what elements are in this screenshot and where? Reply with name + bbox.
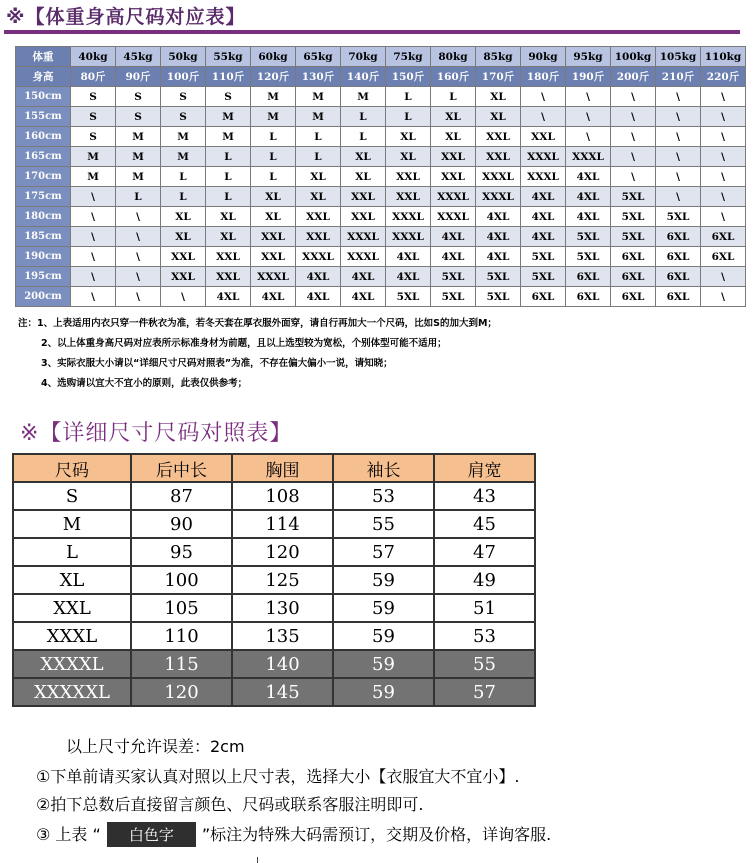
detail-chest-cell: 114: [232, 510, 333, 538]
size-cell: 5XL: [386, 287, 431, 307]
size-cell: XXXL: [431, 207, 476, 227]
size-cell: L: [251, 167, 296, 187]
detail-size-cell: XXL: [13, 594, 131, 622]
detail-sleeve-cell: 53: [333, 482, 434, 510]
size-cell: \: [701, 127, 746, 147]
size-cell: 4XL: [386, 267, 431, 287]
size-cell: XXL: [251, 227, 296, 247]
detail-row: [13, 510, 535, 538]
detail-row: [13, 482, 535, 510]
instruction-3: [36, 822, 551, 847]
weight-jin-cell: 150斤: [386, 67, 431, 87]
size-cell: XXXL: [476, 187, 521, 207]
weight-jin-cell: 190斤: [566, 67, 611, 87]
size-cell: \: [116, 207, 161, 227]
weight-jin-cell: 180斤: [521, 67, 566, 87]
instruction-2: ②拍下总数后直接留言颜色、尺码或联系客服注明即可.: [36, 795, 424, 814]
size-cell: \: [701, 167, 746, 187]
size-cell: \: [701, 87, 746, 107]
weight-jin-cell: 110斤: [206, 67, 251, 87]
size-cell: \: [611, 107, 656, 127]
detail-chest-cell: 130: [232, 594, 333, 622]
size-cell: 4XL: [521, 187, 566, 207]
size-cell: \: [611, 127, 656, 147]
weight-jin-cell: 90斤: [116, 67, 161, 87]
size-cell: XXXL: [521, 167, 566, 187]
size-cell: 4XL: [566, 167, 611, 187]
size-cell: 5XL: [566, 247, 611, 267]
size-row: [16, 207, 746, 227]
detail-row: [13, 678, 535, 706]
size-cell: S: [206, 87, 251, 107]
size-cell: \: [71, 207, 116, 227]
size-cell: \: [566, 87, 611, 107]
detail-shoulder-cell: 53: [434, 622, 535, 650]
size-cell: XL: [161, 227, 206, 247]
size-cell: XXXL: [296, 247, 341, 267]
size-cell: 5XL: [566, 227, 611, 247]
divider-tick: [257, 857, 258, 863]
note-2: 2、以上体重身高尺码对应表所示标准身材为前题，且以上选型较为宽松，个别体型可能不适用；: [41, 338, 447, 349]
size-cell: \: [701, 267, 746, 287]
size-cell: 4XL: [431, 227, 476, 247]
note-1: 注：1、上表适用内衣只穿一件秋衣为准，若冬天套在厚衣服外面穿，请自行再加大一个尺码，比如S的加大到M；: [18, 318, 497, 329]
size-cell: XXXL: [521, 147, 566, 167]
detail-row: [13, 622, 535, 650]
size-cell: XXL: [431, 147, 476, 167]
weight-kg-cell: 45kg: [116, 47, 161, 67]
size-cell: 5XL: [476, 267, 521, 287]
detail-header-cell: 尺码: [13, 454, 131, 482]
detail-sleeve-cell: 59: [333, 678, 434, 706]
detail-length-cell: 120: [131, 678, 232, 706]
size-cell: XL: [251, 187, 296, 207]
size-cell: XL: [386, 147, 431, 167]
size-row: [16, 127, 746, 147]
height-cell: 190cm: [16, 247, 71, 267]
size-cell: 5XL: [431, 287, 476, 307]
size-cell: XL: [206, 207, 251, 227]
notes-block: [18, 314, 497, 394]
size-cell: XXL: [431, 167, 476, 187]
size-cell: 5XL: [656, 207, 701, 227]
height-label: 身高: [16, 67, 71, 87]
detail-shoulder-cell: 45: [434, 510, 535, 538]
size-cell: L: [296, 147, 341, 167]
weight-kg-cell: 60kg: [251, 47, 296, 67]
size-row: [16, 87, 746, 107]
size-cell: XXL: [161, 247, 206, 267]
size-chart-title: ※【体重身高尺码对应表】: [6, 6, 246, 28]
weight-jin-cell: 130斤: [296, 67, 341, 87]
weight-jin-cell: 220斤: [701, 67, 746, 87]
size-cell: S: [116, 87, 161, 107]
detail-chest-cell: 125: [232, 566, 333, 594]
weight-kg-cell: 90kg: [521, 47, 566, 67]
detail-shoulder-cell: 51: [434, 594, 535, 622]
size-cell: 4XL: [521, 227, 566, 247]
detail-chest-cell: 140: [232, 650, 333, 678]
size-cell: \: [656, 187, 701, 207]
size-cell: M: [116, 127, 161, 147]
size-cell: XXL: [341, 207, 386, 227]
size-cell: M: [161, 127, 206, 147]
size-cell: XXXL: [386, 207, 431, 227]
size-cell: 6XL: [656, 227, 701, 247]
size-cell: S: [116, 107, 161, 127]
detail-sleeve-cell: 57: [333, 538, 434, 566]
weight-kg-cell: 75kg: [386, 47, 431, 67]
size-cell: \: [656, 127, 701, 147]
weight-kg-cell: 95kg: [566, 47, 611, 67]
size-cell: M: [206, 107, 251, 127]
note-3: 3、实际衣服大小请以“详细尺寸尺码对照表”为准，不存在偏大偏小一说，请知晓；: [41, 358, 393, 369]
size-cell: \: [521, 107, 566, 127]
size-cell: \: [611, 147, 656, 167]
size-cell: 6XL: [701, 227, 746, 247]
size-cell: 4XL: [341, 287, 386, 307]
detail-header-cell: 肩宽: [434, 454, 535, 482]
instruction-3-suffix: ”标注为特殊大码需预订，交期及价格，详询客服.: [201, 825, 552, 844]
size-cell: XXXL: [386, 227, 431, 247]
size-cell: L: [386, 87, 431, 107]
instruction-3-prefix: ③ 上表 “: [36, 825, 101, 844]
size-cell: \: [566, 127, 611, 147]
weight-kg-cell: 85kg: [476, 47, 521, 67]
size-cell: M: [116, 167, 161, 187]
weight-jin-cell: 80斤: [71, 67, 116, 87]
detail-shoulder-cell: 47: [434, 538, 535, 566]
detail-chest-cell: 145: [232, 678, 333, 706]
size-cell: XXXL: [341, 247, 386, 267]
size-cell: L: [161, 187, 206, 207]
size-cell: M: [251, 107, 296, 127]
size-cell: 4XL: [521, 207, 566, 227]
size-cell: XXL: [206, 267, 251, 287]
size-cell: \: [611, 167, 656, 187]
size-cell: 4XL: [566, 187, 611, 207]
size-cell: XL: [161, 207, 206, 227]
size-cell: \: [71, 267, 116, 287]
size-cell: 4XL: [476, 207, 521, 227]
weight-jin-cell: 140斤: [341, 67, 386, 87]
detail-chest-cell: 120: [232, 538, 333, 566]
size-row: [16, 167, 746, 187]
size-cell: XL: [296, 187, 341, 207]
height-cell: 165cm: [16, 147, 71, 167]
detail-header-cell: 袖长: [333, 454, 434, 482]
size-cell: XL: [341, 147, 386, 167]
size-row: [16, 247, 746, 267]
size-cell: 5XL: [611, 207, 656, 227]
size-cell: XXL: [296, 207, 341, 227]
detail-sleeve-cell: 59: [333, 622, 434, 650]
size-cell: \: [116, 267, 161, 287]
size-cell: S: [71, 127, 116, 147]
size-cell: S: [161, 107, 206, 127]
detail-header-cell: 后中长: [131, 454, 232, 482]
detail-shoulder-cell: 55: [434, 650, 535, 678]
title-divider: [4, 30, 740, 34]
weight-jin-cell: 210斤: [656, 67, 701, 87]
size-cell: \: [701, 107, 746, 127]
size-cell: \: [71, 287, 116, 307]
size-cell: M: [116, 147, 161, 167]
detail-sleeve-cell: 55: [333, 510, 434, 538]
detail-length-cell: 110: [131, 622, 232, 650]
detail-size-table: [12, 453, 536, 707]
size-cell: XL: [431, 127, 476, 147]
weight-kg-cell: 55kg: [206, 47, 251, 67]
size-cell: XXL: [476, 127, 521, 147]
size-cell: \: [701, 207, 746, 227]
detail-size-cell: M: [13, 510, 131, 538]
size-cell: XXL: [386, 167, 431, 187]
height-cell: 155cm: [16, 107, 71, 127]
size-cell: 6XL: [656, 247, 701, 267]
size-cell: \: [656, 87, 701, 107]
size-cell: 5XL: [431, 267, 476, 287]
size-cell: L: [206, 147, 251, 167]
weight-kg-row: [16, 47, 746, 67]
detail-length-cell: 105: [131, 594, 232, 622]
size-cell: XXL: [161, 267, 206, 287]
tolerance-note: 以上尺寸允许误差：2cm: [66, 737, 245, 756]
size-cell: S: [161, 87, 206, 107]
size-cell: XXXL: [431, 187, 476, 207]
size-cell: S: [71, 107, 116, 127]
size-cell: 6XL: [611, 247, 656, 267]
size-cell: M: [206, 127, 251, 147]
size-cell: L: [386, 107, 431, 127]
weight-kg-cell: 105kg: [656, 47, 701, 67]
size-cell: L: [341, 127, 386, 147]
size-cell: \: [71, 247, 116, 267]
size-cell: 4XL: [386, 247, 431, 267]
size-cell: M: [71, 147, 116, 167]
detail-length-cell: 95: [131, 538, 232, 566]
size-cell: S: [71, 87, 116, 107]
size-cell: \: [161, 287, 206, 307]
size-cell: 5XL: [611, 187, 656, 207]
size-cell: 4XL: [296, 287, 341, 307]
detail-length-cell: 90: [131, 510, 232, 538]
detail-row: [13, 538, 535, 566]
size-cell: 4XL: [476, 227, 521, 247]
size-cell: XXL: [341, 187, 386, 207]
detail-sleeve-cell: 59: [333, 650, 434, 678]
size-cell: \: [701, 147, 746, 167]
size-cell: 5XL: [476, 287, 521, 307]
weight-label: 体重: [16, 47, 71, 67]
size-cell: 5XL: [521, 247, 566, 267]
size-cell: M: [251, 87, 296, 107]
size-cell: 5XL: [611, 227, 656, 247]
height-cell: 175cm: [16, 187, 71, 207]
size-cell: \: [521, 87, 566, 107]
size-cell: L: [251, 127, 296, 147]
size-cell: M: [161, 147, 206, 167]
instruction-1: ①下单前请买家认真对照以上尺寸表，选择大小【衣服宜大不宜小】.: [36, 767, 520, 786]
size-row: [16, 147, 746, 167]
height-cell: 195cm: [16, 267, 71, 287]
height-cell: 180cm: [16, 207, 71, 227]
detail-size-cell: L: [13, 538, 131, 566]
detail-size-cell: XXXXL: [13, 650, 131, 678]
size-cell: L: [206, 167, 251, 187]
detail-chest-cell: 135: [232, 622, 333, 650]
size-cell: L: [431, 87, 476, 107]
size-cell: M: [71, 167, 116, 187]
size-cell: 6XL: [656, 267, 701, 287]
height-cell: 200cm: [16, 287, 71, 307]
detail-chest-cell: 108: [232, 482, 333, 510]
size-cell: 4XL: [251, 287, 296, 307]
height-cell: 160cm: [16, 127, 71, 147]
size-cell: \: [701, 287, 746, 307]
size-cell: \: [656, 147, 701, 167]
size-cell: 6XL: [521, 287, 566, 307]
size-cell: 4XL: [566, 207, 611, 227]
weight-kg-cell: 65kg: [296, 47, 341, 67]
size-row: [16, 227, 746, 247]
size-cell: XL: [206, 227, 251, 247]
size-cell: \: [656, 107, 701, 127]
weight-jin-cell: 100斤: [161, 67, 206, 87]
size-cell: L: [341, 107, 386, 127]
size-cell: XL: [296, 167, 341, 187]
detail-sleeve-cell: 59: [333, 566, 434, 594]
weight-jin-cell: 120斤: [251, 67, 296, 87]
detail-shoulder-cell: 43: [434, 482, 535, 510]
weight-kg-cell: 50kg: [161, 47, 206, 67]
size-cell: 6XL: [566, 287, 611, 307]
size-cell: L: [296, 127, 341, 147]
size-row: [16, 107, 746, 127]
note-4: 4、选购请以宜大不宜小的原则，此表仅供参考；: [41, 378, 248, 389]
size-cell: \: [71, 227, 116, 247]
weight-jin-cell: 170斤: [476, 67, 521, 87]
size-cell: \: [116, 247, 161, 267]
size-cell: M: [341, 87, 386, 107]
size-cell: L: [161, 167, 206, 187]
size-cell: XXL: [251, 247, 296, 267]
detail-row: [13, 650, 535, 678]
weight-jin-cell: 200斤: [611, 67, 656, 87]
size-cell: 4XL: [431, 247, 476, 267]
size-cell: L: [251, 147, 296, 167]
size-cell: M: [296, 87, 341, 107]
size-cell: 4XL: [476, 247, 521, 267]
size-cell: XL: [476, 87, 521, 107]
weight-kg-cell: 40kg: [71, 47, 116, 67]
size-cell: XXXL: [251, 267, 296, 287]
white-text-chip: 白色字: [107, 822, 196, 847]
detail-row: [13, 594, 535, 622]
height-cell: 150cm: [16, 87, 71, 107]
detail-header-cell: 胸围: [232, 454, 333, 482]
size-cell: XXXL: [566, 147, 611, 167]
size-cell: XL: [341, 167, 386, 187]
size-row: [16, 287, 746, 307]
size-cell: XL: [431, 107, 476, 127]
size-cell: 6XL: [611, 267, 656, 287]
size-cell: XL: [476, 107, 521, 127]
detail-chart-title: ※【详细尺寸尺码对照表】: [20, 421, 293, 446]
size-row: [16, 267, 746, 287]
size-cell: 4XL: [341, 267, 386, 287]
size-cell: 4XL: [206, 287, 251, 307]
detail-size-cell: XL: [13, 566, 131, 594]
size-cell: XXL: [386, 187, 431, 207]
detail-size-cell: XXXXXL: [13, 678, 131, 706]
size-cell: 5XL: [521, 267, 566, 287]
weight-kg-cell: 110kg: [701, 47, 746, 67]
detail-shoulder-cell: 57: [434, 678, 535, 706]
size-cell: XXL: [296, 227, 341, 247]
size-cell: L: [206, 187, 251, 207]
weight-jin-row: [16, 67, 746, 87]
detail-size-cell: S: [13, 482, 131, 510]
size-cell: M: [296, 107, 341, 127]
detail-length-cell: 115: [131, 650, 232, 678]
height-cell: 170cm: [16, 167, 71, 187]
size-cell: \: [116, 287, 161, 307]
size-cell: 4XL: [296, 267, 341, 287]
weight-kg-cell: 70kg: [341, 47, 386, 67]
size-cell: \: [566, 107, 611, 127]
size-cell: \: [611, 87, 656, 107]
size-cell: 6XL: [701, 247, 746, 267]
size-cell: XXXL: [476, 167, 521, 187]
detail-length-cell: 87: [131, 482, 232, 510]
height-cell: 185cm: [16, 227, 71, 247]
size-cell: XXXL: [341, 227, 386, 247]
size-cell: \: [656, 167, 701, 187]
size-row: [16, 187, 746, 207]
size-cell: \: [701, 187, 746, 207]
size-cell: 6XL: [656, 287, 701, 307]
size-cell: XXL: [521, 127, 566, 147]
size-cell: XL: [251, 207, 296, 227]
size-cell: \: [116, 227, 161, 247]
size-cell: XXL: [206, 247, 251, 267]
size-cell: 6XL: [566, 267, 611, 287]
weight-kg-cell: 100kg: [611, 47, 656, 67]
detail-sleeve-cell: 59: [333, 594, 434, 622]
size-cell: \: [71, 187, 116, 207]
size-cell: 6XL: [611, 287, 656, 307]
weight-kg-cell: 80kg: [431, 47, 476, 67]
weight-jin-cell: 160斤: [431, 67, 476, 87]
weight-height-size-table: [15, 46, 746, 307]
size-cell: XL: [386, 127, 431, 147]
detail-shoulder-cell: 49: [434, 566, 535, 594]
size-cell: XXL: [476, 147, 521, 167]
detail-size-cell: XXXL: [13, 622, 131, 650]
size-cell: L: [116, 187, 161, 207]
detail-length-cell: 100: [131, 566, 232, 594]
detail-row: [13, 566, 535, 594]
